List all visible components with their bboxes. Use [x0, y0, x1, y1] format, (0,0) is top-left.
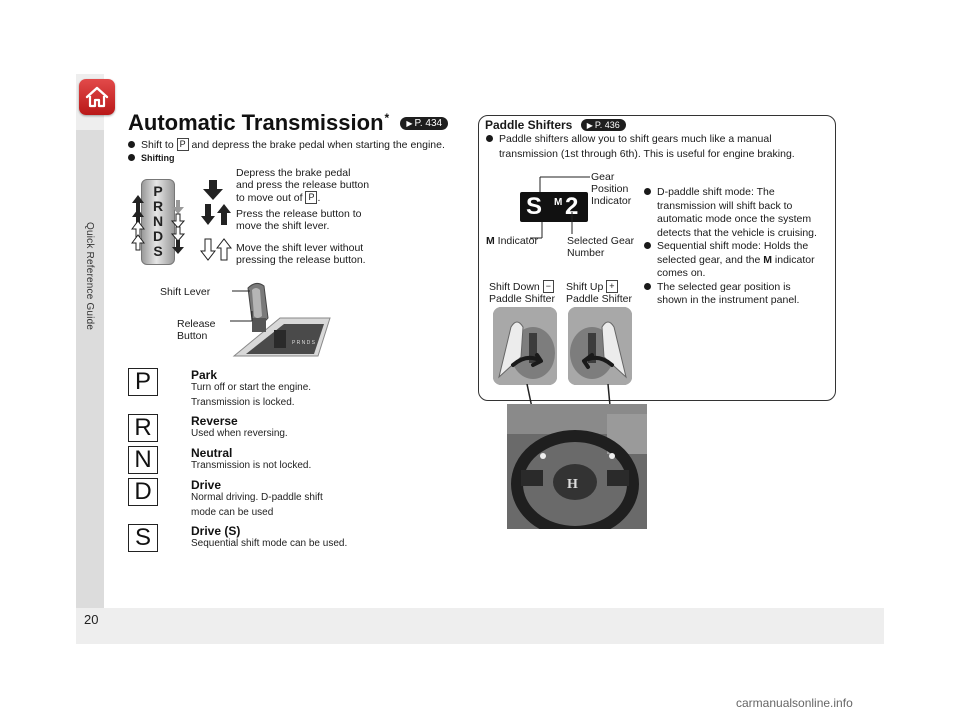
shift-up-label: Shift Up + Paddle Shifter — [566, 281, 632, 305]
paddle-intro: Paddle shifters allow you to shift gears much like a manual transmission (1st through 6th). This is useful for engine braking. — [486, 133, 795, 160]
svg-text:H: H — [567, 477, 578, 492]
shift-down-label: Shift Down − Paddle Shifter — [489, 281, 555, 305]
shift-arrows-icon — [128, 190, 198, 260]
paddle-bullets: D-paddle shift mode: The transmission will shift back to automatic mode once the system detects that the vehicle is cruising. Sequential shift mode: Holds the selected gear, and the M indicator comes on. The selected gear position is shown in the instrument panel. — [644, 186, 817, 308]
shift-down-paddle-image — [493, 307, 557, 385]
gear-d: D — [152, 228, 164, 244]
depress-brake-text: Depress the brake pedal and press the release button to move out of P . — [236, 167, 370, 204]
hand-paddle-left-icon — [493, 307, 557, 385]
mode-name-drive: Drive — [191, 478, 222, 492]
shift-lever-label: Shift Lever — [160, 286, 211, 298]
m-indicator-label: M Indicator — [486, 235, 538, 247]
bullet-dot-icon — [644, 283, 651, 290]
selected-gear-label: Selected Gear Number — [567, 235, 635, 259]
bullet-shifting: Shifting — [128, 153, 175, 163]
hand-paddle-right-icon — [568, 307, 632, 385]
key-p: P — [305, 191, 317, 204]
steering-wheel-icon — [507, 404, 647, 529]
release-button-label: Release Button — [177, 318, 216, 342]
ref-arrow-icon: ▶ — [406, 119, 413, 128]
display-s: S — [526, 193, 543, 220]
title-text: Automatic Transmission — [128, 110, 384, 135]
paddle-ref-link[interactable]: ▶ P. 436 — [581, 119, 626, 131]
plus-key: + — [606, 280, 617, 293]
bullet-dot-icon — [486, 135, 493, 142]
mode-letter-n: N — [128, 446, 158, 474]
bullet-start-engine: Shift to P and depress the brake pedal when starting the engine. — [128, 138, 445, 151]
side-label: Quick Reference Guide — [84, 222, 95, 331]
minus-key: − — [543, 280, 554, 293]
mode-letter-s: S — [128, 524, 158, 552]
mode-letter-d: D — [128, 478, 158, 506]
mode-desc-drive-s: Sequential shift mode can be used. — [191, 538, 348, 549]
mode-name-drive-s: Drive (S) — [191, 524, 241, 538]
paddle-title: Paddle Shifters ▶ P. 436 — [485, 118, 626, 132]
press-release-text: Press the release button to move the shift lever. — [236, 208, 362, 232]
gear-r: R — [152, 198, 164, 214]
gear-n: N — [152, 213, 164, 229]
mode-desc-neutral: Transmission is not locked. — [191, 460, 312, 471]
page-footer — [104, 608, 884, 644]
bullet-dot-icon — [644, 188, 651, 195]
display-leader-lines — [530, 172, 594, 242]
side-strip — [76, 130, 104, 608]
legend-arrows-icon — [198, 176, 234, 276]
home-icon — [85, 85, 109, 109]
move-without-text: Move the shift lever without pressing the release button. — [236, 242, 366, 266]
title-asterisk: * — [384, 110, 390, 125]
mode-desc-drive: Normal driving. D-paddle shift mode can be used — [191, 492, 323, 518]
page-title — [128, 110, 448, 136]
gear-p: P — [153, 183, 163, 199]
page-number: 20 — [84, 612, 99, 627]
display-gear-number: 2 — [565, 193, 579, 220]
mode-name-park: Park — [191, 368, 218, 382]
gear-s: S — [153, 243, 163, 259]
mode-name-neutral: Neutral — [191, 446, 233, 460]
page-ref-link[interactable]: ▶ P. 434 — [400, 117, 448, 130]
mode-desc-park: Turn off or start the engine. Transmission is locked. — [191, 382, 312, 408]
watermark: carmanualsonline.info — [736, 696, 853, 710]
mode-name-reverse: Reverse — [191, 414, 238, 428]
shift-up-paddle-image — [568, 307, 632, 385]
mode-letter-r: R — [128, 414, 158, 442]
mode-desc-reverse: Used when reversing. — [191, 428, 288, 439]
home-button[interactable] — [79, 79, 115, 115]
bullet-dot-icon — [644, 242, 651, 249]
mode-letter-p: P — [128, 368, 158, 396]
ref-arrow-icon: ▶ — [586, 121, 593, 130]
key-p: P — [177, 138, 189, 151]
display-m: M — [554, 197, 563, 208]
gear-position-indicator-label: Gear Position Indicator — [591, 171, 632, 207]
bullet-dot-icon — [128, 154, 135, 161]
svg-text:P R N D S: P R N D S — [292, 340, 315, 346]
steering-wheel-image — [507, 404, 647, 529]
bullet-dot-icon — [128, 141, 135, 148]
